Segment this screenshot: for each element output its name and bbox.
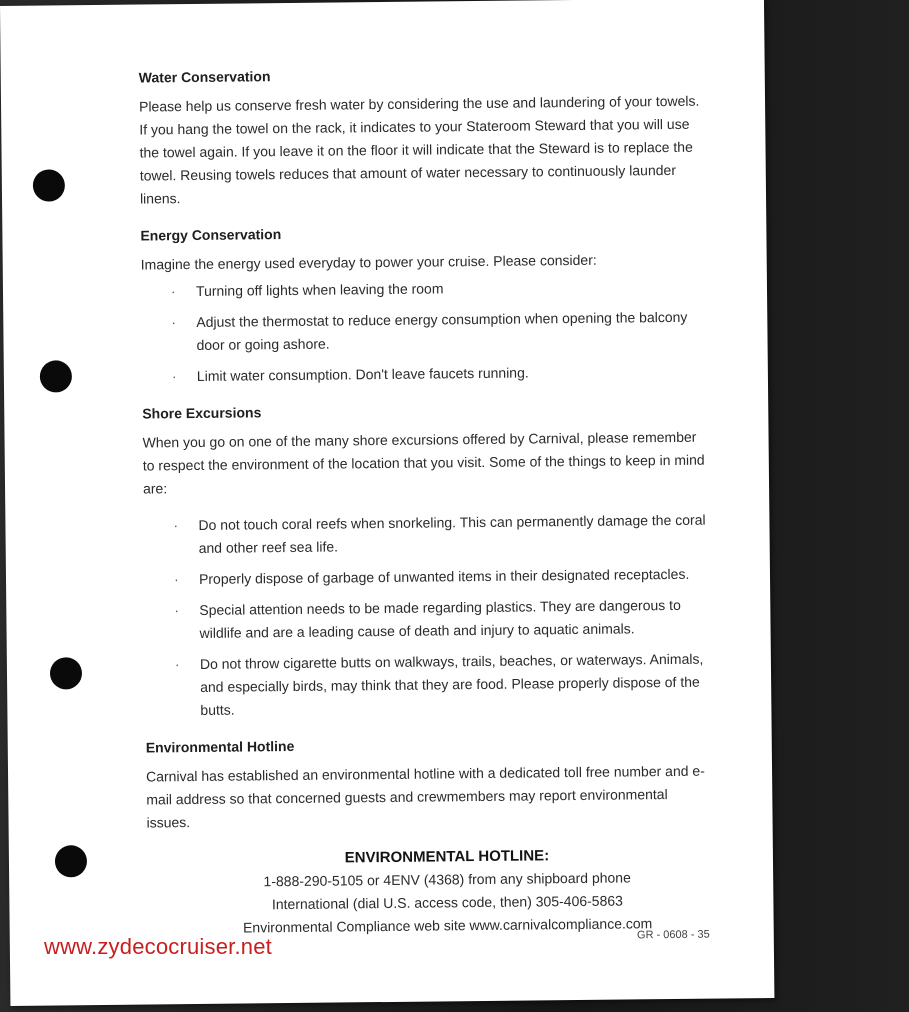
section-heading: Shore Excursions	[142, 404, 262, 422]
section-heading: Energy Conservation	[140, 226, 282, 244]
list-item: · Do not touch coral reefs when snorkeling. This can permanently damage the coral and other reef sea life.	[143, 509, 708, 561]
hotline-block	[147, 842, 748, 940]
bullet-list	[141, 275, 707, 389]
page-footer-code: GR - 0608 - 35	[636, 928, 710, 942]
section-intro: When you go on one of the many shore excursions offered by Carnival, please remember to respect the environment of the location that you visit. Some of the things to keep in mind are:	[142, 428, 705, 497]
section-shore-excursions	[142, 397, 710, 723]
hotline-phone: 1-888-290-5105 or 4ENV (4368) from any shipboard phone	[263, 869, 631, 890]
watermark-text: www.zydecocruiser.net	[44, 934, 272, 959]
section-environmental-hotline	[146, 731, 712, 835]
list-item: · Do not throw cigarette butts on walkways, trails, beaches, or waterways. Animals, and especially birds, may think that they are food. Please properly dispose of the butts.	[145, 648, 711, 723]
bullet-list	[143, 509, 710, 723]
hotline-website: Environmental Compliance web site www.carnivalcompliance.com	[242, 915, 653, 936]
section-water-conservation	[139, 61, 705, 211]
section-intro: Imagine the energy used everyday to power your cruise. Please consider:	[140, 251, 597, 273]
section-energy-conservation	[140, 219, 707, 389]
page-content	[139, 61, 713, 941]
hotline-title: ENVIRONMENTAL HOTLINE:	[344, 847, 550, 867]
list-item: · Turning off lights when leaving the room	[141, 275, 706, 304]
section-paragraph: Please help us conserve fresh water by considering the use and laundering of your towels. If you hang the towel on the rack, it indicates to your Stateroom Steward that you will use the towel again. If you leave it on the floor it will indicate that the Steward is to replace the towel. Reusing towels reduces that amount of water necessary to continuously launder linens.	[138, 92, 700, 207]
section-heading: Environmental Hotline	[145, 737, 295, 756]
list-item: · Properly dispose of garbage of unwanted items in their designated receptacles.	[144, 563, 709, 592]
list-item: · Limit water consumption. Don't leave faucets running.	[142, 360, 707, 389]
hotline-international: International (dial U.S. access code, then) 305-406-5863	[271, 892, 623, 913]
punch-hole	[55, 845, 87, 877]
list-item: · Special attention needs to be made regarding plastics. They are dangerous to wildlife and are a leading cause of death and injury to aquatic animals.	[144, 594, 709, 646]
punch-hole	[50, 657, 82, 689]
punch-hole	[40, 360, 72, 392]
list-item: · Adjust the thermostat to reduce energy consumption when opening the balcony door or going ashore.	[141, 306, 706, 358]
section-heading: Water Conservation	[138, 68, 271, 86]
punch-hole	[33, 169, 65, 201]
section-paragraph: Carnival has established an environmental hotline with a dedicated toll free number and e-mail address so that concerned guests and crewmembers may report environmental issues.	[145, 762, 705, 831]
